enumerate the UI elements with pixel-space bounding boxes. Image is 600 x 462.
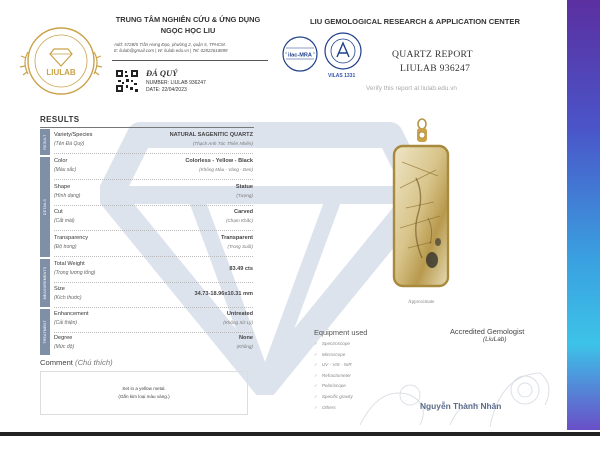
row-value: None	[239, 335, 253, 341]
sidebar-result	[40, 129, 50, 155]
row-label-vn: (Cải thiện)	[54, 320, 78, 326]
row-label: Variety/Species	[54, 132, 93, 138]
row-label: Enhancement	[54, 311, 89, 317]
row-value: Transparent	[220, 235, 253, 241]
gemologist-org: (LiuLab)	[483, 336, 507, 343]
row-label-vn: (Cắt mài)	[54, 218, 75, 224]
decorative-gradient-strip	[567, 0, 600, 430]
row-value-vn: (Trong Suốt)	[227, 244, 253, 249]
row-value: Untreated	[226, 311, 253, 317]
sidebar-treatment	[40, 309, 50, 355]
row-label-vn: (Màu sắc)	[54, 167, 77, 173]
equipment-heading: Equipment used	[314, 328, 368, 337]
row-value-vn: (Không Màu - Vàng - Đen)	[199, 167, 253, 172]
row-label: Cut	[54, 209, 63, 215]
floral-decoration-icon	[340, 355, 565, 430]
comment-line1: Set in a yellow metal.	[122, 386, 166, 391]
en-org-title: LIU GEMOLOGICAL RESEARCH & APPLICATION CENTER	[310, 17, 520, 26]
row-value: Colorless - Yellow - Black	[185, 158, 253, 164]
row-label: Transparency	[54, 235, 88, 241]
row-label-vn: (Trọng lượng tổng)	[54, 270, 96, 276]
ilac-text: ilac-MRA	[288, 52, 312, 59]
sidebar-details	[40, 157, 50, 257]
row-label-vn: (Hình dạng)	[54, 193, 81, 199]
row-label-vn: (Độ trong)	[54, 244, 77, 250]
row-size	[54, 284, 253, 308]
equipment-item: ✓ UV - VIS - NIR	[314, 362, 352, 368]
sidebar-treatment-label: TREATMENT	[43, 320, 47, 344]
row-label: Color	[54, 158, 68, 164]
equipment-item: ✓ Specific gravity	[314, 393, 353, 399]
row-value-vn: (Chạm Khắc)	[225, 218, 253, 223]
check-icon: ✓	[314, 404, 318, 410]
report-meta	[146, 80, 206, 94]
sidebar-details-label: DETAILS	[43, 198, 47, 216]
report-number: LIULAB 936247	[400, 63, 471, 74]
address-line2: E: liulab@gmail.com | W: liulab.edu.vn | Tel: 02822618899	[114, 48, 228, 53]
row-label-vn: (Tên Đá Quý)	[54, 141, 85, 147]
equipment-item: ✓ Polariscope	[314, 383, 346, 389]
results-divider	[40, 127, 254, 128]
row-label: Size	[54, 286, 65, 292]
row-value-vn: (Không)	[236, 344, 253, 349]
row-label-vn: (Kích thước)	[54, 295, 82, 301]
row-value-vn: (Thạch Anh Tóc Thiên Nhiên)	[192, 141, 253, 146]
equipment-item: ✓ Refractometer	[314, 372, 351, 378]
check-icon: ✓	[314, 362, 318, 368]
liulab-logo-icon	[14, 22, 108, 100]
vilas-number: VILAS 1331	[328, 73, 356, 79]
vn-title-line2: NGỌC HỌC LIU	[160, 26, 216, 35]
header-divider	[112, 60, 268, 61]
row-value: 34.73-18.96x10.31 mm	[194, 291, 253, 297]
row-value: Carved	[234, 209, 253, 215]
row-label-vn: (Mức độ)	[54, 344, 75, 350]
row-total-weight	[54, 259, 253, 283]
gemologist-name: Nguyễn Thành Nhân	[420, 401, 502, 411]
check-icon: ✓	[314, 372, 318, 378]
sidebar-result-label: RESULT	[43, 134, 47, 150]
row-enhancement	[54, 309, 253, 333]
ilac-mra-logo-icon	[282, 36, 318, 72]
check-icon: ✓	[314, 393, 318, 399]
check-icon: ✓	[314, 383, 318, 389]
verify-link[interactable]: Verify this report at liulab.edu.vn	[366, 85, 457, 92]
sidebar-measurements	[40, 259, 50, 307]
logo-text: LIULAB	[46, 68, 76, 77]
bottom-bar	[0, 432, 600, 436]
vn-org-title	[112, 14, 264, 36]
boa-accreditation-seal-icon	[324, 32, 362, 70]
check-icon: ✓	[314, 341, 318, 346]
qr-code-icon	[116, 70, 138, 92]
comment-heading-en: Comment	[40, 358, 73, 367]
comment-heading	[40, 358, 113, 367]
row-value: Statue	[235, 184, 253, 190]
image-caption: Approximate	[408, 300, 435, 305]
row-label: Degree	[54, 335, 73, 341]
row-label: Total Weight	[54, 261, 85, 267]
row-value: NATURAL SAGENITIC QUARTZ	[169, 132, 253, 138]
row-cut	[54, 207, 253, 231]
date-line: DATE: 22/04/2023	[146, 87, 187, 93]
equipment-list	[314, 341, 353, 415]
equipment-item: ✓ Microscope	[314, 351, 346, 357]
row-value-vn: (Tượng)	[236, 193, 253, 198]
row-value-vn: (Không Xử Lý)	[223, 320, 253, 325]
equipment-item: ✓ Others	[314, 404, 336, 410]
number-line: NUMBER: LIULAB 936247	[146, 80, 206, 86]
comment-line2: (Gắn kim loại màu vàng.)	[118, 394, 170, 399]
row-transparency	[54, 233, 253, 257]
sidebar-measurements-label: MEASUREMENTS	[43, 266, 47, 300]
gemologist-heading: Accredited Gemologist	[450, 327, 525, 336]
check-icon: ✓	[314, 351, 318, 357]
gemstone-pendant-image	[388, 118, 452, 290]
equipment-item: ✓ Spectroscope	[314, 341, 350, 346]
vn-title-line1: TRUNG TÂM NGHIÊN CỨU & ỨNG DỤNG	[115, 15, 261, 24]
address-line1: Add: 572B/5 Trần Hưng Đạo, phường 2, quận 5, TPHCM.	[114, 42, 226, 47]
row-shape	[54, 182, 253, 206]
row-value: 83.49 cts	[229, 266, 253, 272]
row-degree	[54, 333, 253, 355]
results-heading: RESULTS	[40, 115, 80, 124]
comment-heading-vn: (Chú thích)	[75, 358, 113, 367]
row-variety	[54, 130, 253, 154]
address-block	[114, 42, 266, 54]
row-color	[54, 156, 253, 180]
comment-box	[40, 371, 248, 415]
stone-type: ĐÁ QUÝ	[146, 68, 178, 78]
row-label: Shape	[54, 184, 71, 190]
report-title: QUARTZ REPORT	[392, 49, 473, 60]
